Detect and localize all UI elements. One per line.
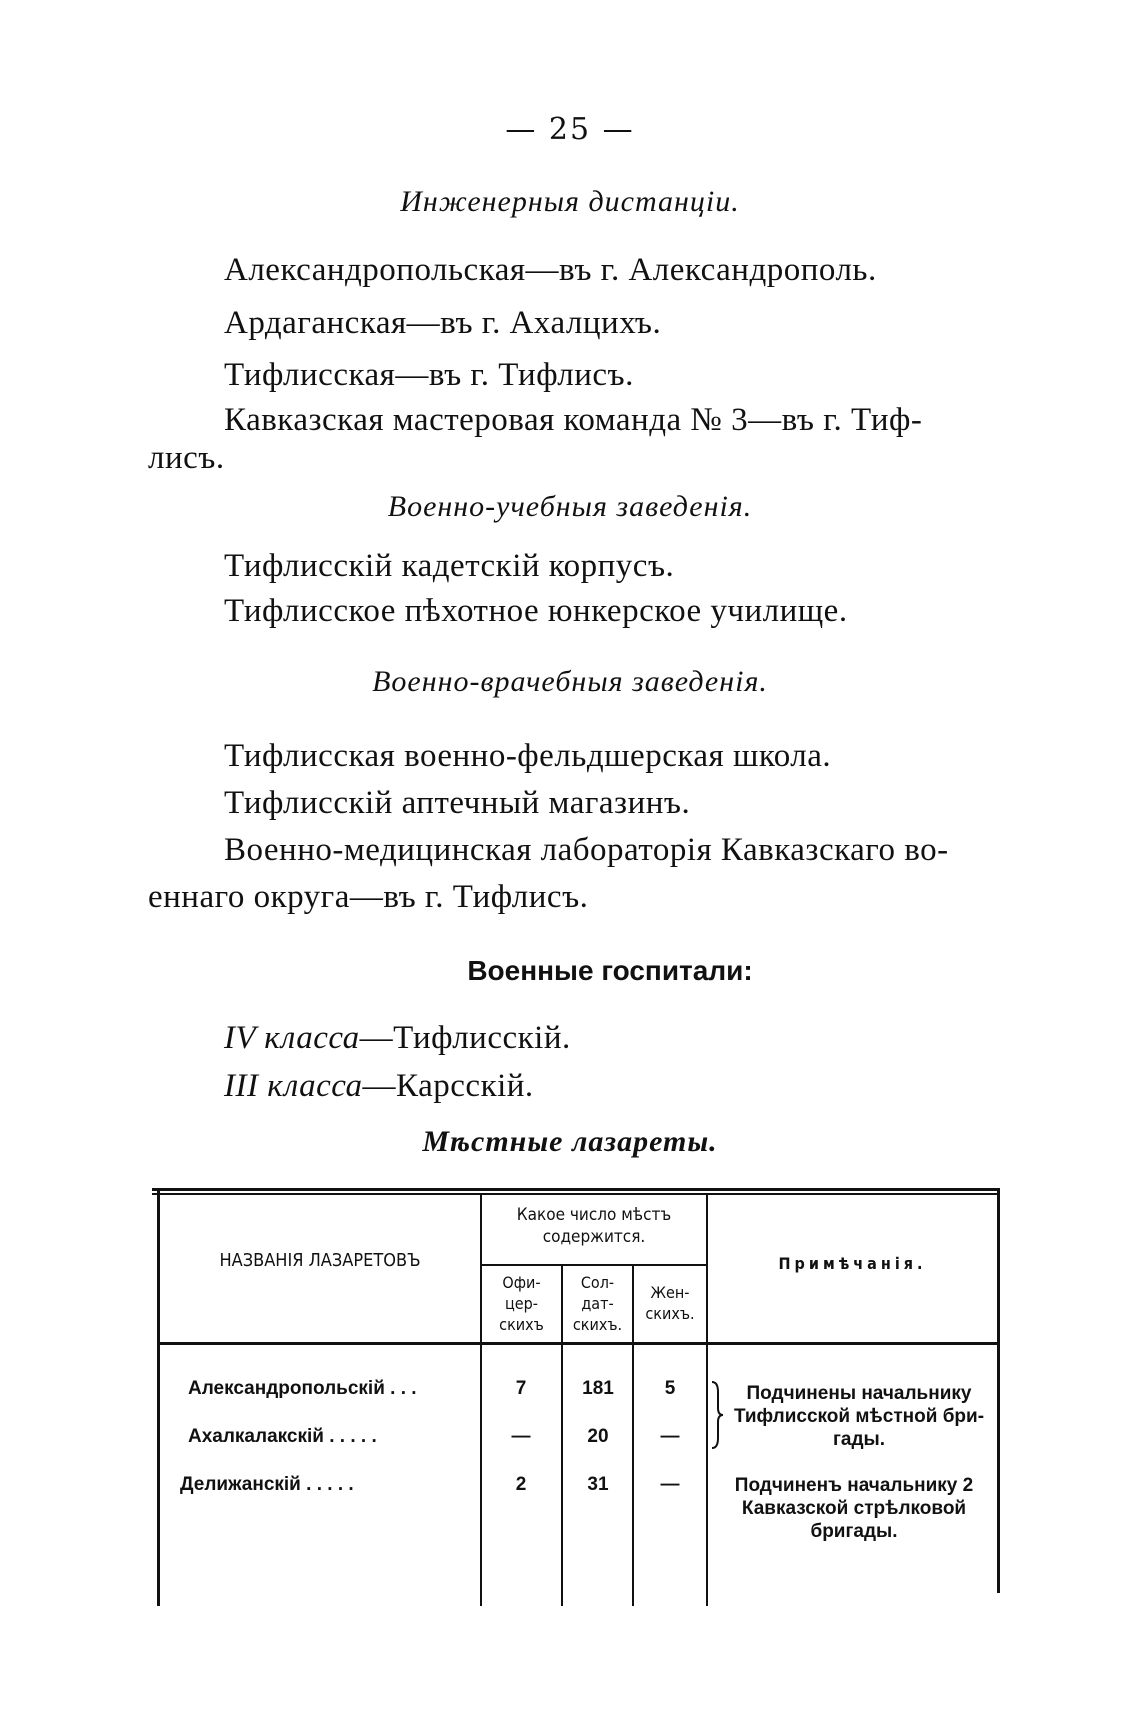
- text-line: Военно-медицинская лабораторія Кавказскаго во-: [224, 832, 949, 868]
- hospital-class: III класса: [224, 1068, 363, 1104]
- row-women: —: [660, 1474, 680, 1495]
- table-subheader-rule: [482, 1264, 706, 1266]
- header-line: Сол-: [580, 1273, 615, 1292]
- text-line: Александропольская—въ г. Александрополь.: [224, 252, 877, 288]
- table-header-rule: [160, 1342, 1000, 1345]
- row-officers: 2: [515, 1474, 527, 1495]
- table-top-rule: [152, 1188, 1000, 1191]
- text-line: Тифлисское пѣхотное юнкерское училище.: [224, 593, 848, 629]
- heading-military-hospitals: Военные госпитали:: [467, 955, 753, 986]
- heading-local-infirmaries: Мѣстные лазареты.: [422, 1125, 718, 1158]
- note-line: Тифлисской мѣстной бри-: [733, 1406, 985, 1427]
- header-line: Офи-: [502, 1273, 541, 1292]
- row-women: —: [660, 1426, 680, 1447]
- note-line: Кавказской стрѣлковой: [741, 1498, 967, 1519]
- hospital-item: [224, 1020, 1084, 1057]
- header-line: Какое число мѣстъ: [516, 1205, 672, 1225]
- header-line: скихъ: [499, 1315, 544, 1334]
- heading-military-education: Военно-учебныя заведенія.: [387, 490, 753, 523]
- note-line: гады.: [832, 1429, 886, 1450]
- table-right-border: [997, 1188, 1000, 1593]
- header-line: скихъ.: [645, 1304, 695, 1323]
- row-name: Александропольскій . . .: [188, 1378, 417, 1399]
- row-officers: 7: [515, 1378, 527, 1399]
- table-top-rule-double: [152, 1193, 1000, 1195]
- text-line: Ардаганская—въ г. Ахалцихъ.: [224, 305, 662, 341]
- row-note: [718, 1474, 990, 1543]
- hospital-item: [224, 1068, 1084, 1105]
- row-soldiers: 31: [587, 1474, 609, 1495]
- text-line: Тифлисскій аптечный магазинъ.: [224, 785, 691, 821]
- col-header-name: НАЗВАНІЯ ЛАЗАРЕТОВЪ: [219, 1250, 421, 1271]
- text-line: еннаго округа—въ г. Тифлисъ.: [148, 879, 589, 915]
- hospital-name: —Карсскій.: [362, 1068, 534, 1104]
- curly-brace-icon: [710, 1380, 724, 1450]
- header-line: содержится.: [542, 1227, 646, 1247]
- row-name: Делижанскій . . . . .: [180, 1474, 354, 1495]
- infirmaries-table: [152, 1188, 1000, 1606]
- col-header-places-group: [482, 1204, 706, 1248]
- col-header-officers: [482, 1272, 561, 1335]
- page-number: — 25 —: [505, 112, 635, 147]
- row-name: Ахалкалакскій . . . . .: [188, 1426, 377, 1447]
- note-line: Подчинены начальнику: [746, 1383, 972, 1404]
- hospital-name: —Тифлисскій.: [359, 1020, 571, 1056]
- heading-military-medical: Военно-врачебныя заведенія.: [372, 665, 768, 698]
- header-line: Жен-: [650, 1283, 690, 1302]
- col-header-soldiers: [563, 1272, 632, 1335]
- text-line: Кавказская мастеровая команда № 3—въ г. Тиф-: [224, 402, 923, 438]
- text-line: лисъ.: [148, 440, 225, 476]
- text-line: Тифлисскій кадетскій корпусъ.: [224, 548, 675, 584]
- note-line: Подчиненъ начальнику 2: [734, 1475, 974, 1496]
- row-soldiers: 20: [587, 1426, 609, 1447]
- heading-engineering-distances: Инженерныя дистанціи.: [400, 185, 740, 218]
- hospital-class: IV класса: [224, 1020, 360, 1056]
- text-line: Тифлисская военно-фельдшерская школа.: [224, 738, 832, 774]
- header-line: дат-: [581, 1294, 614, 1313]
- row-soldiers: 181: [582, 1378, 614, 1399]
- col-header-notes: Примѣчанія.: [778, 1254, 927, 1273]
- col-header-women: [634, 1282, 706, 1324]
- note-line: бригады.: [810, 1521, 898, 1542]
- table-col-rule: [480, 1195, 482, 1606]
- header-line: скихъ.: [572, 1315, 623, 1334]
- row-officers: —: [511, 1426, 531, 1447]
- text-line: Тифлисская—въ г. Тифлисъ.: [224, 357, 634, 393]
- row-women: 5: [664, 1378, 676, 1399]
- header-line: цер-: [505, 1294, 538, 1313]
- row-note: [728, 1382, 990, 1451]
